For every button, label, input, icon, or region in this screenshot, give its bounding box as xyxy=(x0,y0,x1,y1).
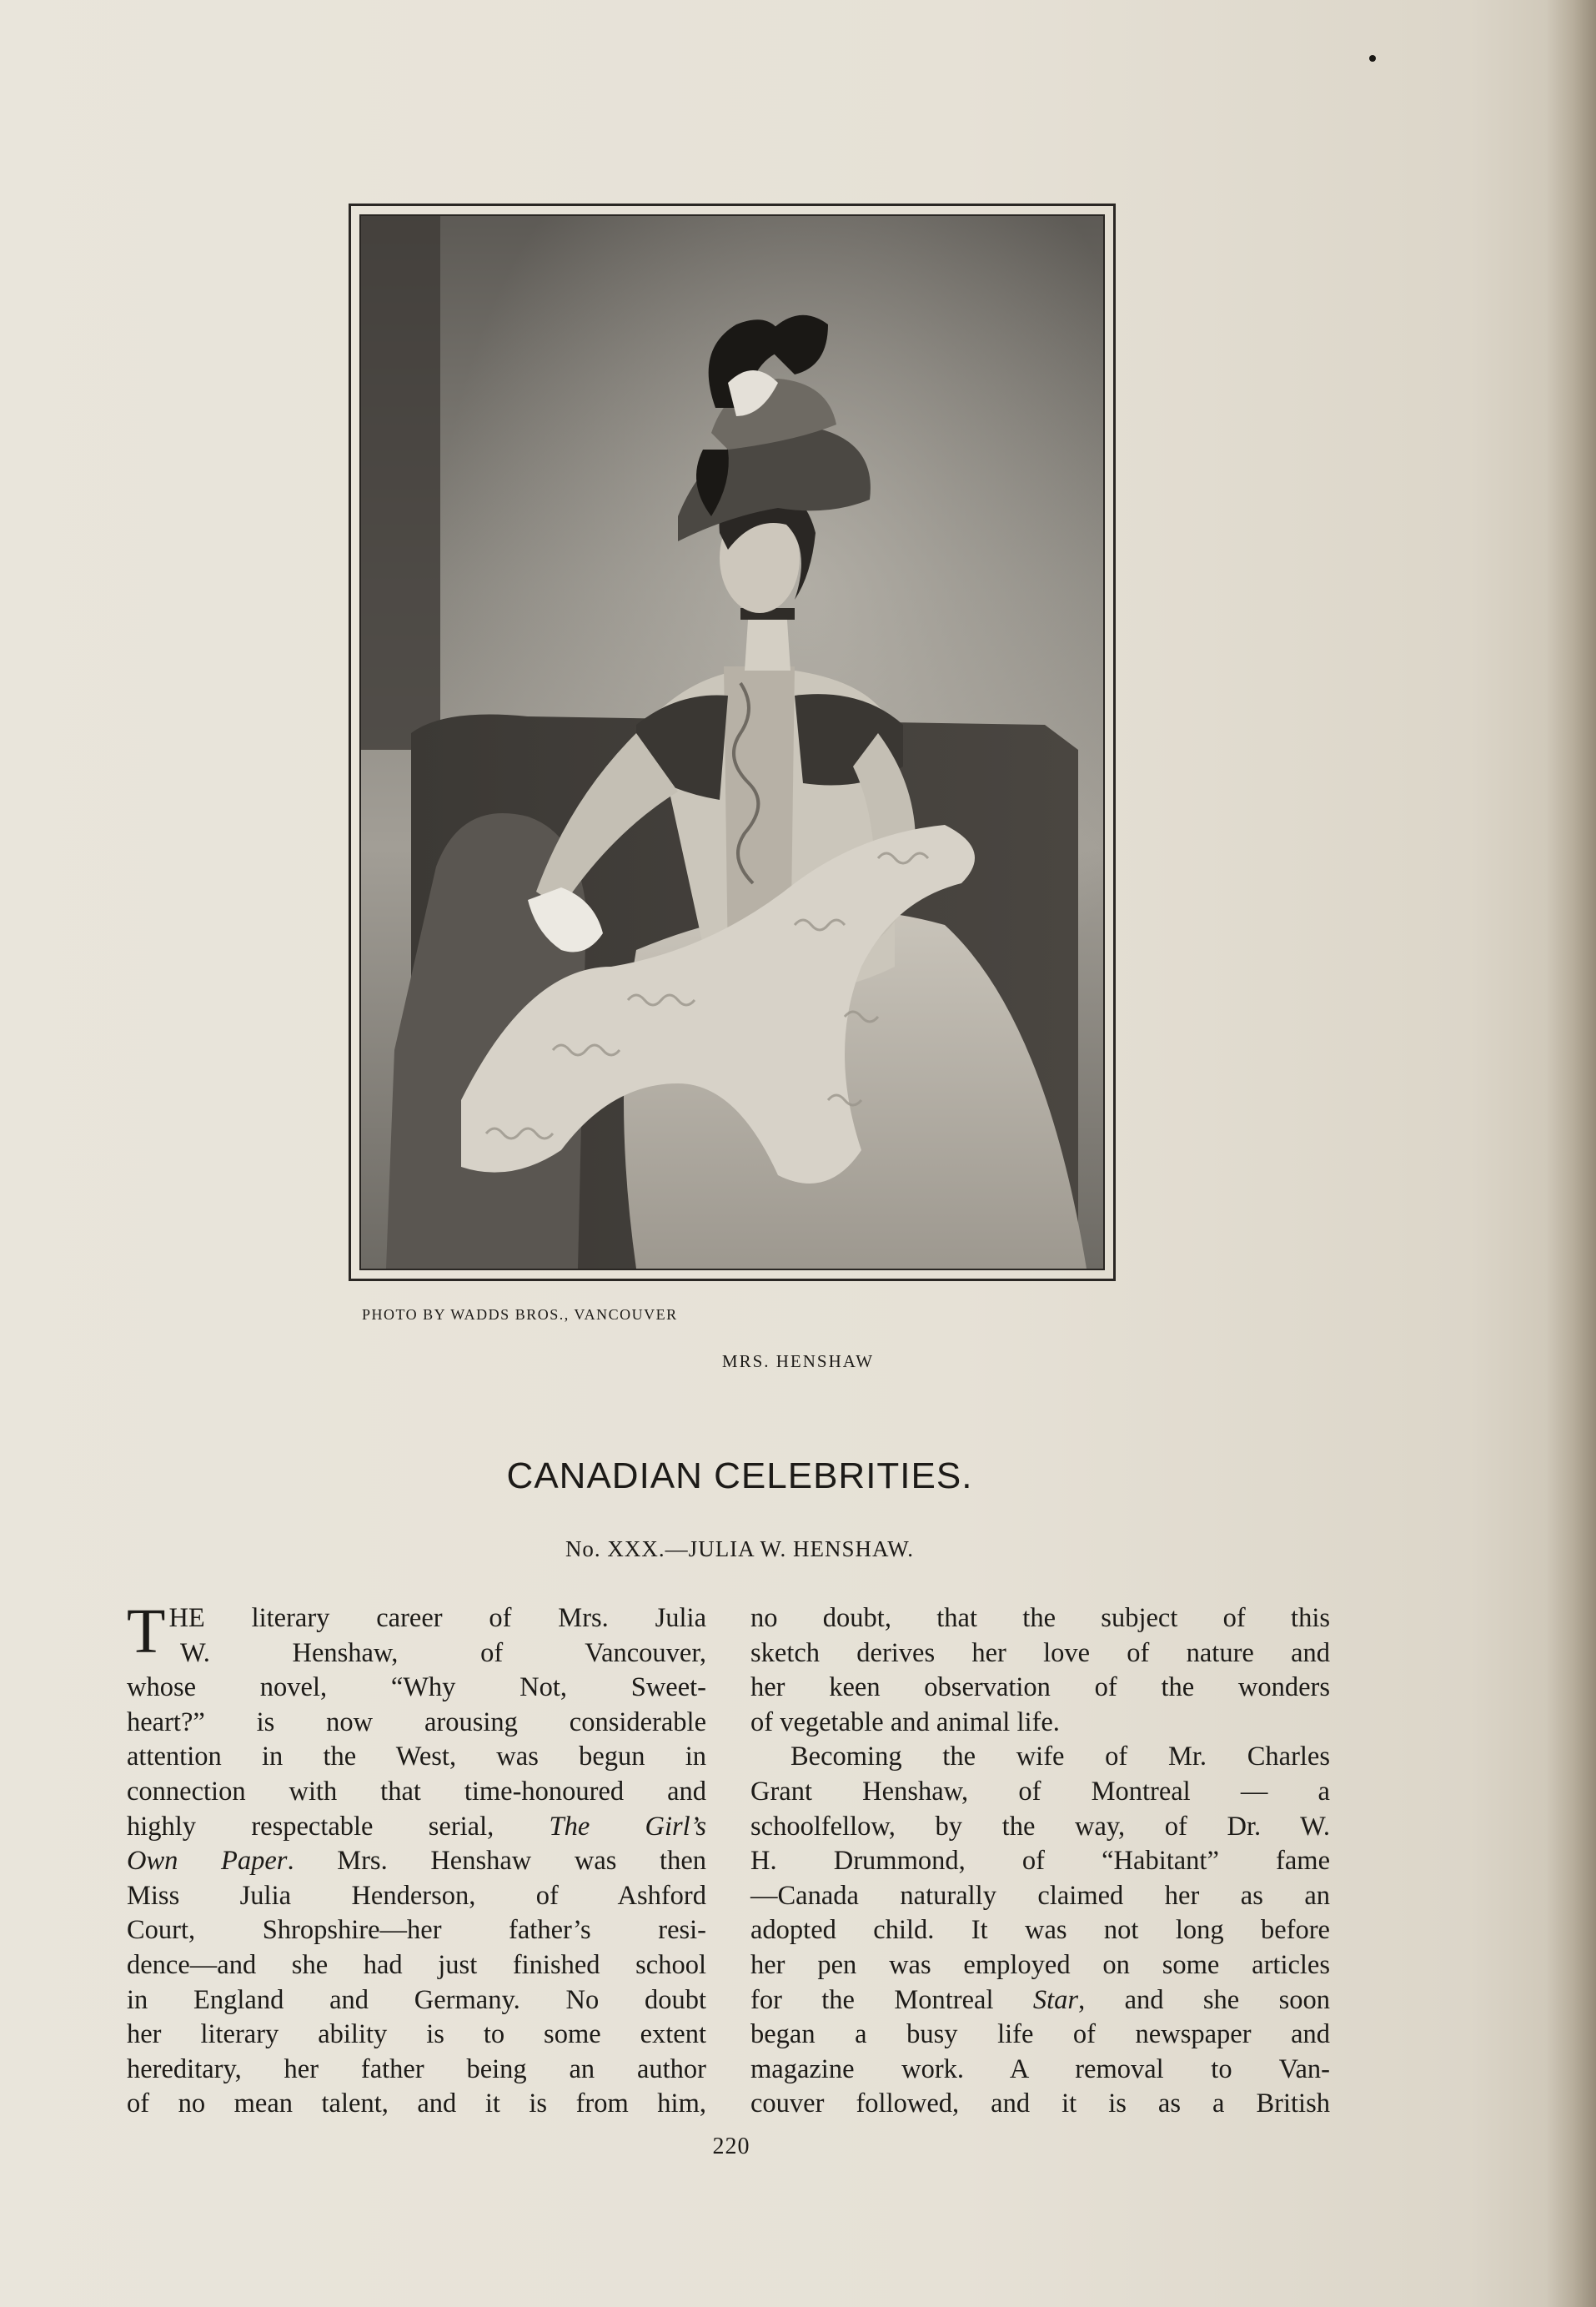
column-line: her keen observation of the wonders xyxy=(750,1672,1330,1703)
portrait-photograph xyxy=(359,214,1105,1270)
column-line: W. Henshaw, of Vancouver, xyxy=(180,1637,706,1668)
article-title: CANADIAN CELEBRITIES. xyxy=(506,1455,973,1496)
column-line: couver followed, and it is as a British xyxy=(750,2088,1330,2119)
column-line: Court, Shropshire—her father’s resi- xyxy=(127,1915,706,1946)
column-line: highly respectable serial, The Girl’s xyxy=(127,1811,706,1842)
column-line: THE literary career of Mrs. Julia xyxy=(127,1596,706,1666)
column-line: Miss Julia Henderson, of Ashford xyxy=(127,1880,706,1911)
portrait-photo-image xyxy=(361,216,1103,1269)
article-column-left xyxy=(127,1596,706,2122)
ink-speck xyxy=(1369,55,1376,62)
column-line: began a busy life of newspaper and xyxy=(750,2019,1330,2050)
column-line: for the Montreal Star, and she soon xyxy=(750,1984,1330,2015)
column-line: schoolfellow, by the way, of Dr. W. xyxy=(750,1811,1330,1842)
column-line: heart?” is now arousing considerable xyxy=(127,1706,706,1737)
photo-credit: PHOTO BY WADDS BROS., VANCOUVER xyxy=(362,1306,678,1323)
article-column-right xyxy=(750,1601,1330,2122)
column-line: dence—and she had just finished school xyxy=(127,1949,706,1980)
column-line: whose novel, “Why Not, Sweet- xyxy=(127,1672,706,1703)
page-number: 220 xyxy=(712,2134,750,2159)
column-line: her pen was employed on some articles xyxy=(750,1949,1330,1980)
photo-caption: MRS. HENSHAW xyxy=(721,1351,875,1371)
column-line: connection with that time-honoured and xyxy=(127,1776,706,1807)
column-line: attention in the West, was begun in xyxy=(127,1742,706,1772)
drop-cap: T xyxy=(127,1596,166,1666)
column-line: —Canada naturally claimed her as an xyxy=(750,1880,1330,1911)
column-line: of no mean talent, and it is from him, xyxy=(127,2088,706,2119)
column-line: magazine work. A removal to Van- xyxy=(750,2053,1330,2084)
column-line: of vegetable and animal life. xyxy=(750,1706,1060,1737)
column-line: no doubt, that the subject of this xyxy=(750,1603,1330,1633)
column-line: in England and Germany. No doubt xyxy=(127,1984,706,2015)
column-line: hereditary, her father being an author xyxy=(127,2053,706,2084)
column-line: sketch derives her love of nature and xyxy=(750,1637,1330,1668)
column-line: her literary ability is to some extent xyxy=(127,2019,706,2050)
column-line: Grant Henshaw, of Montreal — a xyxy=(750,1776,1330,1807)
column-line: adopted child. It was not long before xyxy=(750,1915,1330,1946)
column-line: Becoming the wife of Mr. Charles xyxy=(790,1742,1330,1772)
column-line: H. Drummond, of “Habitant” fame xyxy=(750,1846,1330,1877)
column-line: Own Paper. Mrs. Henshaw was then xyxy=(127,1846,706,1877)
page-edge-shadow xyxy=(1546,0,1596,2307)
article-subtitle: No. XXX.—JULIA W. HENSHAW. xyxy=(565,1536,915,1561)
portrait-photograph-frame xyxy=(349,204,1116,1281)
